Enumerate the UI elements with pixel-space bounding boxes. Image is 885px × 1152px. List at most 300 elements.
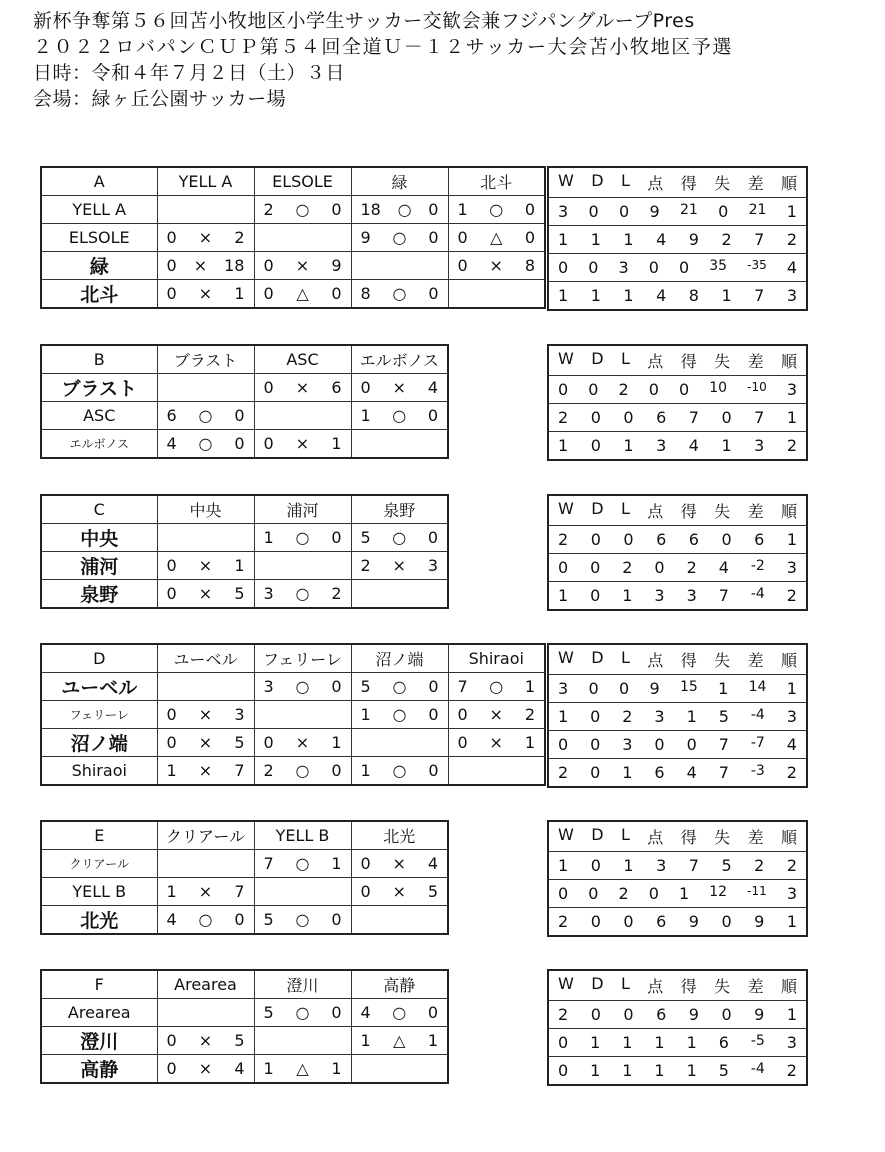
stat-value: 0 (590, 912, 601, 931)
stat-value: 5 (718, 1061, 729, 1080)
stat-value: 6 (656, 912, 667, 931)
score-part: 0 (427, 1003, 438, 1022)
score-part: × (295, 733, 310, 752)
stat-header: 順 (780, 174, 797, 193)
empty-cell (351, 252, 448, 280)
stat-header: 差 (747, 651, 764, 670)
score-part: ○ (198, 910, 213, 929)
group-f-standings-table (547, 969, 808, 1086)
column-team-name: エルボノス (351, 345, 448, 374)
stat-header: 失 (714, 502, 731, 521)
standings-row (548, 254, 807, 282)
column-team-name: 沼ノ端 (351, 644, 448, 673)
stat-value: 4 (686, 763, 697, 782)
stat-value: 3 (786, 1033, 797, 1052)
stat-value: 7 (754, 408, 765, 427)
stat-value: 0 (558, 1061, 569, 1080)
stat-value: 4 (786, 735, 797, 754)
match-score (254, 196, 351, 224)
stat-value: 4 (786, 258, 797, 277)
group-c-results-table (40, 494, 449, 609)
column-team-name: フェリーレ (254, 644, 351, 673)
score-part: 4 (427, 854, 438, 873)
stat-value: 8 (688, 286, 699, 305)
group-header-row (41, 644, 545, 673)
stat-value: 0 (590, 1005, 601, 1024)
stat-value: 3 (754, 436, 765, 455)
match-score (157, 1055, 254, 1084)
score-part: 7 (457, 677, 468, 696)
score-part: 1 (457, 200, 468, 219)
match-score (157, 430, 254, 459)
stat-value: 0 (718, 202, 729, 221)
group-header-row (41, 345, 448, 374)
stat-value: 1 (721, 436, 732, 455)
score-part: ○ (392, 228, 407, 247)
stat-value: 21 (680, 202, 698, 218)
score-part: × (198, 705, 213, 724)
stat-value: 4 (718, 558, 729, 577)
score-part: × (198, 584, 213, 603)
stat-value: 1 (590, 1033, 601, 1052)
score-part: 8 (360, 284, 371, 303)
score-part: × (392, 854, 406, 873)
stat-value: 2 (686, 558, 697, 577)
standings-row (548, 282, 807, 311)
group-label: E (41, 821, 157, 850)
empty-cell (157, 673, 254, 701)
stat-value: 9 (754, 1005, 765, 1024)
stat-header: 得 (680, 828, 697, 847)
score-part: 0 (428, 761, 439, 780)
match-score (254, 850, 351, 878)
stat-value: 0 (590, 436, 601, 455)
stat-value: 2 (786, 230, 797, 249)
stat-value: 1 (721, 286, 732, 305)
score-part: 2 (263, 200, 274, 219)
empty-cell (351, 906, 448, 935)
match-score (351, 280, 448, 309)
stat-header: 得 (680, 977, 697, 996)
stat-header: 順 (780, 651, 797, 670)
stat-value: 2 (721, 230, 732, 249)
stat-value: 9 (688, 1005, 699, 1024)
row-team-name: ASC (41, 402, 157, 430)
row-team-name: フェリーレ (41, 701, 157, 729)
stat-value: 1 (558, 856, 569, 875)
score-part: 6 (331, 378, 342, 397)
stat-value: 2 (622, 558, 633, 577)
score-part: 2 (524, 705, 535, 724)
stat-header: 得 (680, 174, 697, 193)
stat-header: 失 (714, 828, 731, 847)
stat-value: 1 (786, 408, 797, 427)
score-part: 3 (234, 705, 245, 724)
score-part: 0 (234, 910, 245, 929)
row-team-name: 浦河 (41, 552, 157, 580)
row-team-name: 沼ノ端 (41, 729, 157, 757)
match-score (157, 757, 254, 786)
score-part: ○ (489, 200, 504, 219)
event-date: 日時：令和４年７月２日（土）３日 (33, 62, 346, 84)
column-team-name: 中央 (157, 495, 254, 524)
stat-value: -7 (750, 735, 765, 751)
column-team-name: Shiraoi (448, 644, 545, 673)
score-part: × (198, 1059, 213, 1078)
stat-value: 0 (590, 530, 601, 549)
stat-value: 1 (786, 530, 797, 549)
score-part: 0 (234, 434, 245, 453)
score-part: 0 (331, 677, 342, 696)
score-part: 1 (360, 705, 371, 724)
stat-value: 1 (558, 286, 569, 305)
score-part: ○ (198, 434, 213, 453)
stat-header: 点 (647, 502, 664, 521)
score-part: 18 (224, 256, 245, 275)
row-team-name: 泉野 (41, 580, 157, 609)
match-score (448, 224, 545, 252)
score-part: 0 (331, 284, 342, 303)
column-team-name: YELL A (157, 167, 254, 196)
empty-cell (254, 402, 351, 430)
stat-header: 順 (780, 828, 797, 847)
group-label: A (41, 167, 157, 196)
stat-value: 5 (721, 856, 732, 875)
score-part: 1 (234, 284, 245, 303)
match-score (254, 906, 351, 935)
stat-value: 0 (558, 558, 569, 577)
stat-value: 2 (786, 856, 797, 875)
standings-row (548, 198, 807, 226)
standings-row (548, 908, 807, 937)
row-team-name: 北斗 (41, 280, 157, 309)
standings-row (548, 404, 807, 432)
standings-header-row (548, 821, 807, 852)
stat-header: 得 (680, 502, 697, 521)
stat-value: 1 (654, 1033, 665, 1052)
column-team-name: 北光 (351, 821, 448, 850)
score-part: 5 (360, 677, 371, 696)
standings-header (548, 167, 807, 198)
score-part: 1 (331, 1059, 342, 1078)
table-row (41, 552, 448, 580)
stat-header: W (558, 648, 574, 667)
stat-value: 0 (623, 1005, 634, 1024)
stat-value: 0 (558, 1033, 569, 1052)
score-part: × (198, 228, 213, 247)
stat-value: 0 (590, 586, 601, 605)
stat-header: 差 (747, 352, 764, 371)
score-part: 1 (331, 733, 342, 752)
standings-header-row (548, 970, 807, 1001)
stat-value: 0 (623, 408, 634, 427)
row-team-name: エルボノス (41, 430, 157, 459)
stat-header: L (620, 825, 630, 844)
group-f-results-table (40, 969, 449, 1084)
stat-value: 0 (588, 679, 599, 698)
stat-header: D (591, 974, 604, 993)
stat-value: 3 (558, 679, 569, 698)
stat-value: 2 (558, 912, 569, 931)
stat-value: 1 (623, 856, 634, 875)
match-score (351, 701, 448, 729)
empty-cell (351, 580, 448, 609)
score-part: 4 (234, 1059, 245, 1078)
standings-values (548, 226, 807, 254)
score-part: 0 (234, 406, 245, 425)
score-part: × (295, 378, 310, 397)
group-header-row (41, 970, 448, 999)
score-part: 4 (427, 378, 438, 397)
standings-row (548, 759, 807, 788)
score-part: ○ (392, 761, 407, 780)
stat-value: 0 (558, 884, 569, 903)
score-part: 1 (331, 854, 342, 873)
score-part: 0 (263, 284, 274, 303)
standings-values (548, 703, 807, 731)
row-team-name: ELSOLE (41, 224, 157, 252)
match-score (351, 850, 448, 878)
stat-value: 2 (618, 380, 629, 399)
empty-cell (157, 374, 254, 402)
score-part: 0 (428, 228, 439, 247)
score-part: 3 (427, 556, 438, 575)
stat-value: 2 (618, 884, 629, 903)
score-part: 1 (524, 733, 535, 752)
stat-header: 差 (747, 977, 764, 996)
empty-cell (157, 524, 254, 552)
standings-header (548, 970, 807, 1001)
column-team-name: ブラスト (157, 345, 254, 374)
stat-value: 0 (679, 380, 690, 399)
standings-header (548, 495, 807, 526)
score-part: ○ (392, 528, 407, 547)
row-team-name: Shiraoi (41, 757, 157, 786)
standings-values (548, 526, 807, 554)
stat-value: 7 (718, 586, 729, 605)
stat-value: 14 (748, 679, 767, 695)
score-part: ○ (392, 284, 407, 303)
score-part: 5 (263, 910, 274, 929)
stat-value: 1 (786, 202, 797, 221)
standings-values (548, 376, 807, 404)
stat-value: 3 (558, 202, 569, 221)
stat-value: 0 (558, 258, 569, 277)
stat-header: 差 (747, 828, 764, 847)
stat-value: 3 (654, 586, 665, 605)
stat-value: 3 (786, 380, 797, 399)
stat-value: 2 (786, 1061, 797, 1080)
score-part: ○ (295, 854, 310, 873)
stat-value: 7 (688, 408, 699, 427)
score-part: 0 (166, 733, 177, 752)
stat-value: 3 (654, 707, 665, 726)
column-team-name: 泉野 (351, 495, 448, 524)
stat-value: 0 (588, 258, 599, 277)
table-row (41, 524, 448, 552)
standings-values (548, 1001, 807, 1029)
stat-header: W (558, 499, 574, 518)
document-header (33, 8, 885, 112)
match-score (254, 580, 351, 609)
score-part: 0 (457, 228, 468, 247)
table-row (41, 850, 448, 878)
stat-value: -35 (747, 258, 767, 272)
stat-header: 失 (714, 651, 731, 670)
standings-values (548, 554, 807, 582)
table-row (41, 1055, 448, 1084)
column-team-name: 澄川 (254, 970, 351, 999)
stat-value: 1 (558, 230, 569, 249)
score-part: △ (296, 1059, 309, 1078)
score-part: △ (296, 284, 309, 303)
stat-value: 1 (786, 912, 797, 931)
stat-value: 4 (688, 436, 699, 455)
stat-value: 3 (786, 707, 797, 726)
stat-value: 0 (558, 380, 569, 399)
stat-header: 差 (747, 502, 764, 521)
stat-value: 0 (590, 558, 601, 577)
stat-value: 9 (688, 912, 699, 931)
standings-row (548, 226, 807, 254)
stat-value: 2 (786, 436, 797, 455)
standings-row (548, 376, 807, 404)
stat-value: 0 (590, 408, 601, 427)
stat-value: 0 (590, 856, 601, 875)
stat-value: 7 (688, 856, 699, 875)
standings-row (548, 582, 807, 611)
standings-values (548, 908, 807, 937)
match-score (254, 280, 351, 309)
score-part: 5 (234, 733, 245, 752)
row-team-name: 緑 (41, 252, 157, 280)
row-team-name: 高静 (41, 1055, 157, 1084)
score-part: 5 (360, 528, 371, 547)
stat-value: 6 (654, 763, 665, 782)
score-part: ○ (392, 406, 407, 425)
stat-value: -11 (747, 884, 767, 898)
match-score (157, 878, 254, 906)
stat-value: 0 (654, 558, 665, 577)
stat-value: 1 (622, 763, 633, 782)
stat-value: 0 (654, 735, 665, 754)
match-score (157, 1027, 254, 1055)
stat-value: -4 (750, 707, 765, 723)
stat-value: 4 (656, 230, 667, 249)
score-part: ○ (392, 705, 407, 724)
stat-header: 差 (747, 174, 764, 193)
score-part: 0 (331, 528, 342, 547)
stat-header: W (558, 825, 574, 844)
score-part: 0 (166, 705, 177, 724)
row-team-name: ブラスト (41, 374, 157, 402)
score-part: 2 (360, 556, 371, 575)
stat-header: D (591, 349, 604, 368)
stat-header: W (558, 171, 574, 190)
stat-value: 9 (688, 230, 699, 249)
score-part: 6 (166, 406, 177, 425)
group-a-standings-table (547, 166, 808, 311)
standings-row (548, 675, 807, 703)
table-row (41, 402, 448, 430)
empty-cell (254, 224, 351, 252)
stat-header: 得 (680, 651, 697, 670)
stat-value: 0 (619, 202, 630, 221)
score-part: 0 (360, 378, 371, 397)
stat-value: 0 (648, 258, 659, 277)
stat-value: 3 (786, 286, 797, 305)
score-part: × (392, 882, 406, 901)
score-part: 1 (234, 556, 245, 575)
standings-values (548, 675, 807, 703)
score-part: 5 (263, 1003, 274, 1022)
stat-value: 1 (590, 286, 601, 305)
group-label: F (41, 970, 157, 999)
score-part: × (198, 882, 213, 901)
score-part: 0 (360, 854, 371, 873)
row-team-name: Arearea (41, 999, 157, 1027)
column-team-name: クリアール (157, 821, 254, 850)
event-venue: 会場：緑ヶ丘公園サッカー場 (33, 88, 287, 110)
stat-value: -3 (750, 763, 765, 779)
table-row (41, 580, 448, 609)
score-part: 8 (524, 256, 535, 275)
score-part: 0 (428, 284, 439, 303)
standings-row (548, 880, 807, 908)
column-team-name: 浦河 (254, 495, 351, 524)
score-part: × (198, 556, 213, 575)
stat-value: 35 (709, 258, 728, 274)
score-part: × (489, 733, 503, 752)
score-part: △ (490, 228, 503, 247)
empty-cell (351, 430, 448, 459)
match-score (351, 402, 448, 430)
empty-cell (157, 850, 254, 878)
standings-row (548, 852, 807, 880)
standings-values (548, 198, 807, 226)
score-part: 1 (263, 1059, 274, 1078)
match-score (448, 673, 545, 701)
score-part: × (392, 378, 406, 397)
empty-cell (254, 552, 351, 580)
stat-value: 0 (590, 763, 601, 782)
score-part: 1 (360, 1031, 371, 1050)
stat-header: 点 (647, 174, 664, 193)
empty-cell (254, 701, 351, 729)
stat-value: 1 (623, 436, 634, 455)
stat-header: 点 (647, 352, 664, 371)
stat-value: 2 (558, 1005, 569, 1024)
standings-values (548, 880, 807, 908)
stat-value: 9 (649, 679, 660, 698)
stat-header: 順 (780, 977, 797, 996)
stat-value: 3 (656, 436, 667, 455)
score-part: 1 (360, 761, 371, 780)
group-header-row (41, 821, 448, 850)
empty-cell (448, 280, 545, 309)
group-label: B (41, 345, 157, 374)
stat-value: 1 (558, 436, 569, 455)
stat-value: 2 (558, 530, 569, 549)
score-part: × (295, 434, 310, 453)
standings-values (548, 852, 807, 880)
row-team-name: YELL A (41, 196, 157, 224)
score-part: 4 (166, 910, 177, 929)
match-score (157, 252, 254, 280)
score-part: 0 (166, 256, 177, 275)
table-row (41, 673, 545, 701)
score-part: ○ (392, 1003, 407, 1022)
